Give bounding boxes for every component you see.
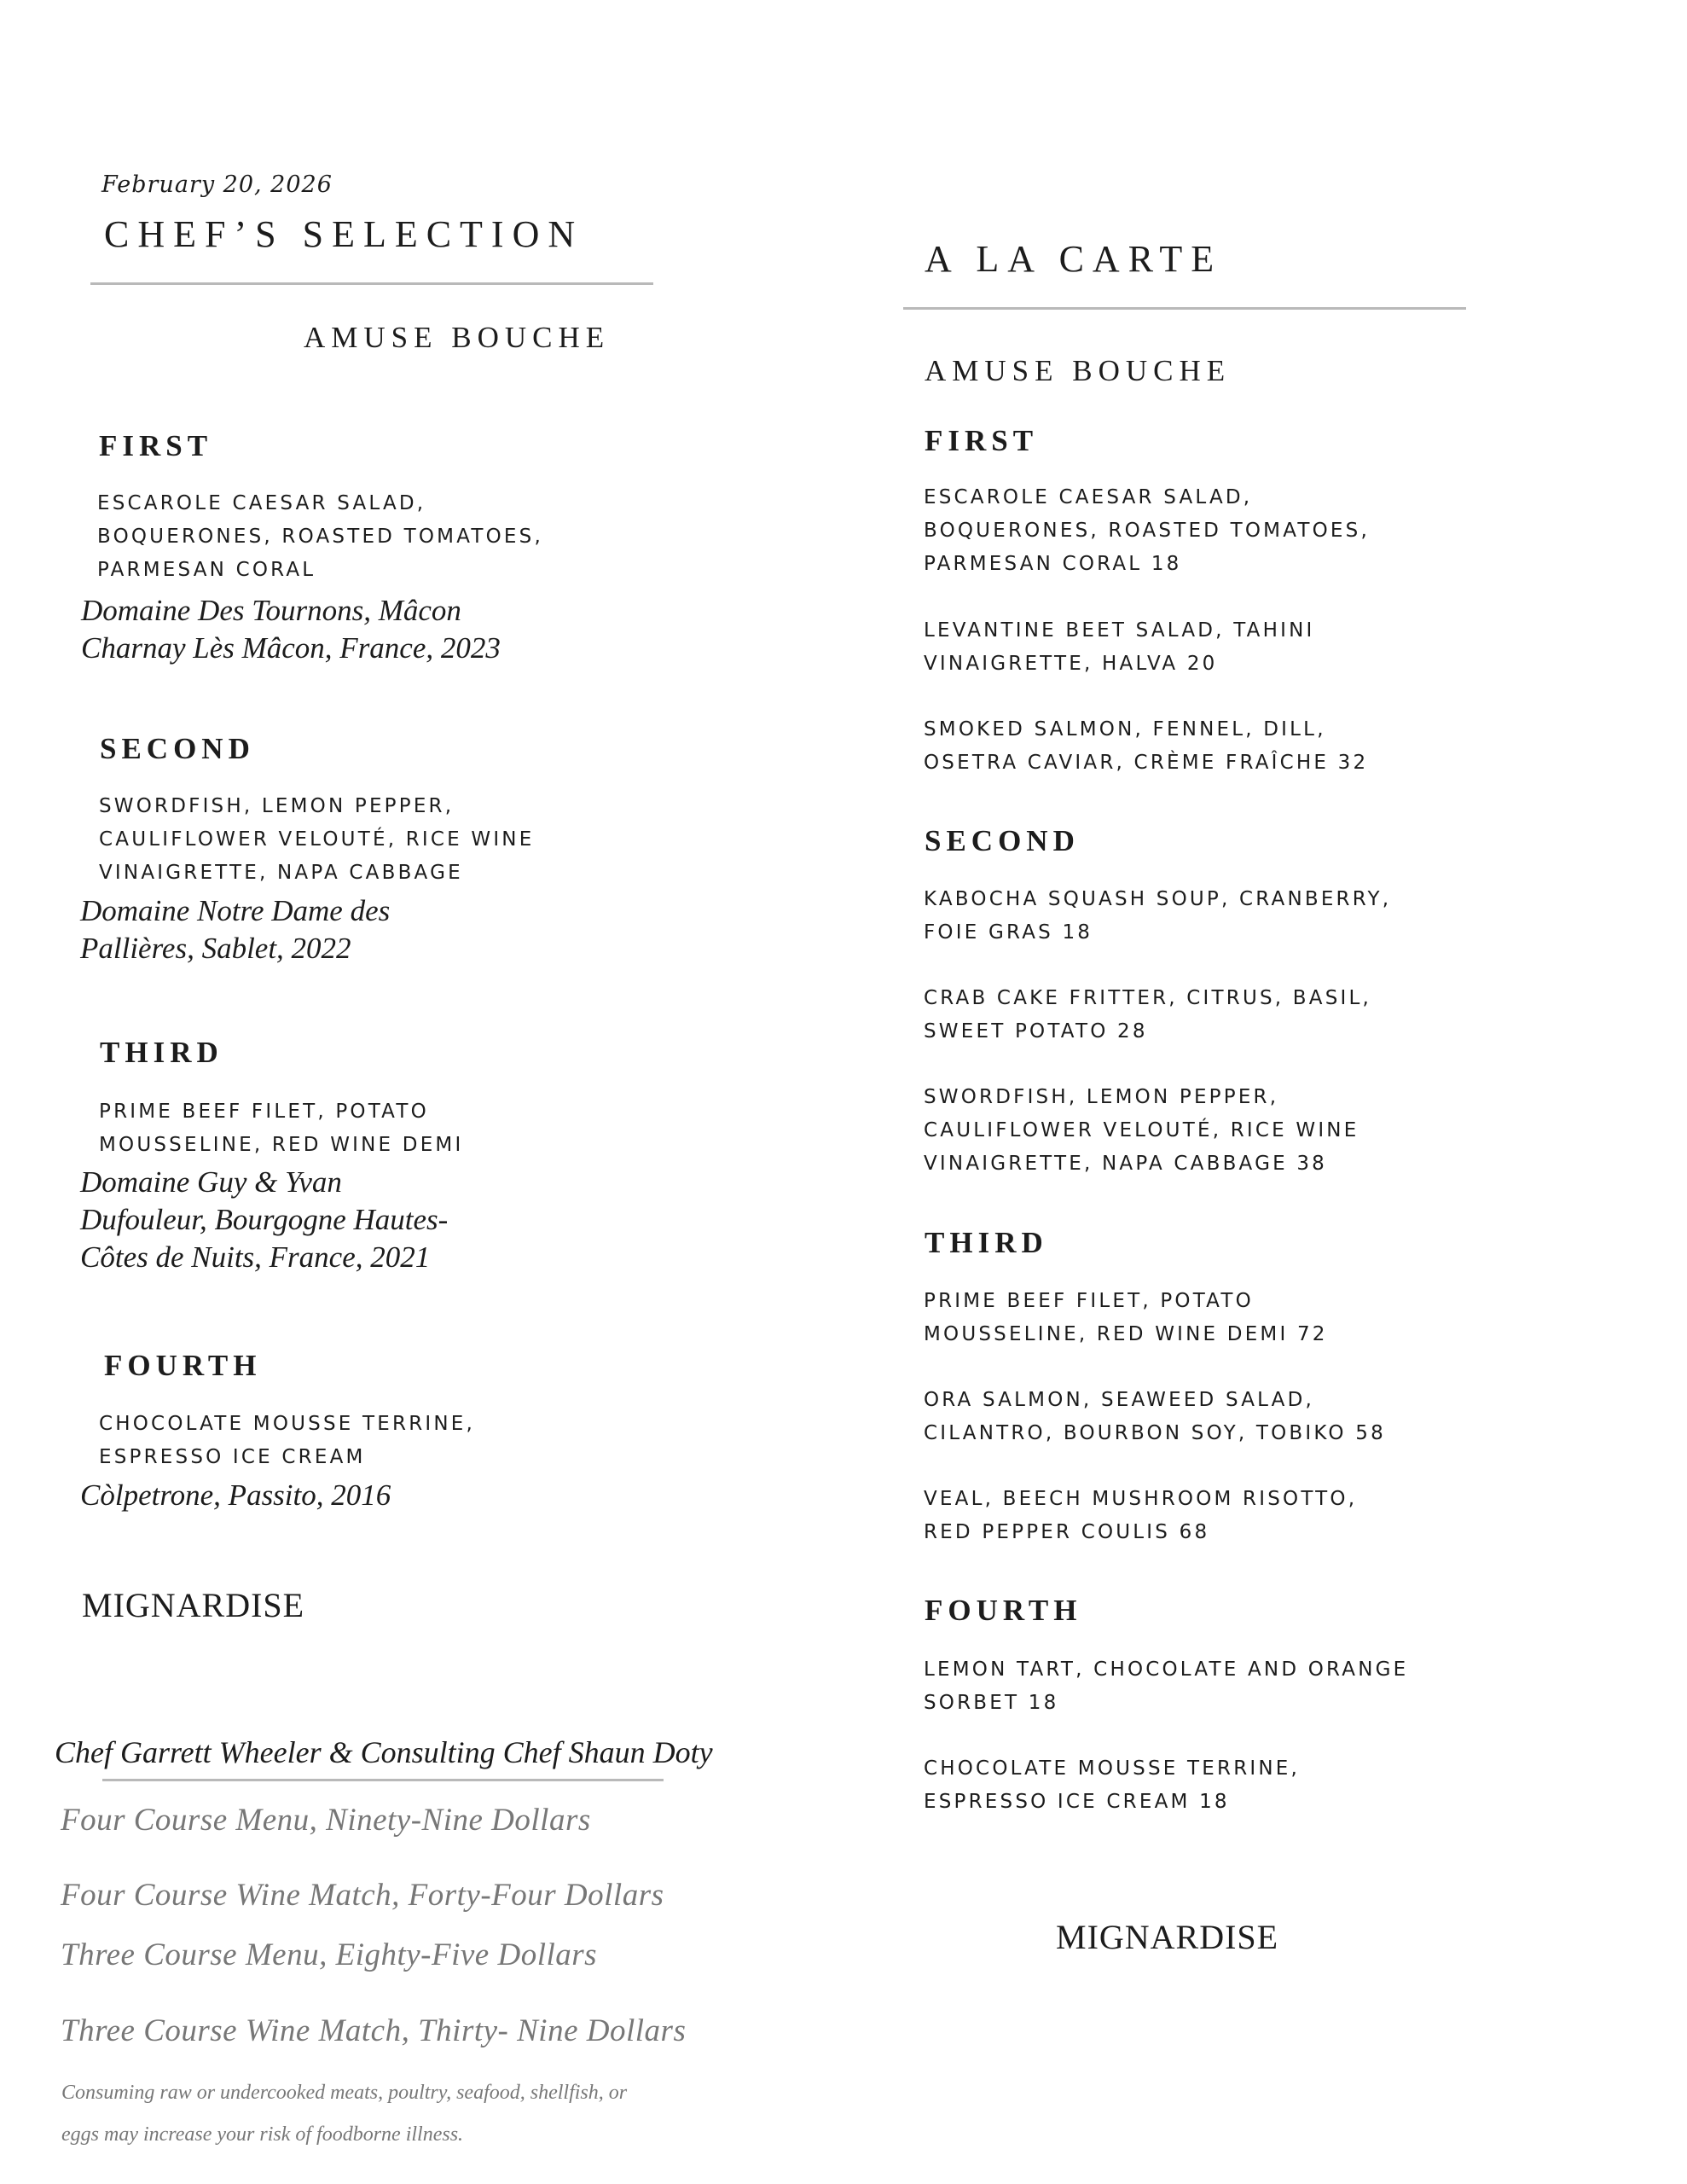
- course-heading-first: FIRST: [925, 424, 1039, 457]
- course-heading-fourth: FOURTH: [925, 1594, 1082, 1627]
- mignardise-heading: MIGNARDISE: [1056, 1918, 1279, 1956]
- dish: PRIME BEEF FILET, POTATO MOUSSELINE, RED WINE DEMI: [99, 1101, 464, 1156]
- menu-item: LEVANTINE BEET SALAD, TAHINI VINAIGRETTE, HALVA 20: [924, 619, 1315, 675]
- menu-item: ORA SALMON, SEAWEED SALAD, CILANTRO, BOURBON SOY, TOBIKO 58: [924, 1389, 1386, 1444]
- chefs-selection-title: CHEF’S SELECTION: [104, 213, 584, 255]
- wine-pairing: Domaine Guy & Yvan Dufouleur, Bourgogne Hautes- Côtes de Nuits, France, 2021: [80, 1165, 449, 1274]
- course-heading-fourth: FOURTH: [104, 1349, 262, 1382]
- course-heading-first: FIRST: [99, 429, 213, 462]
- a-la-carte-title: A LA CARTE: [925, 238, 1223, 280]
- wine-pairing: Domaine Notre Dame des Pallières, Sablet, 2022: [80, 894, 391, 965]
- course-heading-second: SECOND: [100, 732, 255, 765]
- price-three-course-menu: Three Course Menu, Eighty-Five Dollars: [61, 1937, 598, 1972]
- divider: [903, 307, 1466, 310]
- menu-item: CHOCOLATE MOUSSE TERRINE, ESPRESSO ICE CREAM 18: [924, 1757, 1301, 1813]
- divider: [90, 282, 653, 285]
- menu-date: February 20, 2026: [101, 171, 333, 198]
- price-three-course-wine: Three Course Wine Match, Thirty- Nine Dollars: [61, 2013, 687, 2048]
- amuse-bouche-heading: AMUSE BOUCHE: [304, 321, 611, 354]
- wine-pairing: Còlpetrone, Passito, 2016: [80, 1478, 391, 1512]
- price-four-course-wine: Four Course Wine Match, Forty-Four Dollars: [61, 1878, 664, 1913]
- menu-item: LEMON TART, CHOCOLATE AND ORANGE SORBET 18: [924, 1658, 1409, 1714]
- course-heading-third: THIRD: [100, 1036, 223, 1069]
- divider: [102, 1779, 664, 1781]
- menu-item: ESCAROLE CAESAR SALAD, BOQUERONES, ROASTED TOMATOES, PARMESAN CORAL 18: [924, 486, 1370, 575]
- menu-item: CRAB CAKE FRITTER, CITRUS, BASIL, SWEET POTATO 28: [924, 987, 1372, 1043]
- menu-item: PRIME BEEF FILET, POTATO MOUSSELINE, RED WINE DEMI 72: [924, 1290, 1328, 1345]
- chef-credits: Chef Garrett Wheeler & Consulting Chef Shaun Doty: [55, 1735, 713, 1769]
- dish: CHOCOLATE MOUSSE TERRINE, ESPRESSO ICE CREAM: [99, 1413, 476, 1468]
- course-heading-third: THIRD: [925, 1226, 1048, 1259]
- mignardise-heading: MIGNARDISE: [82, 1586, 305, 1624]
- wine-pairing: Domaine Des Tournons, Mâcon Charnay Lès Mâcon, France, 2023: [81, 594, 501, 665]
- price-four-course-menu: Four Course Menu, Ninety-Nine Dollars: [61, 1803, 591, 1838]
- amuse-bouche-heading: AMUSE BOUCHE: [925, 354, 1232, 387]
- dish: SWORDFISH, LEMON PEPPER, CAULIFLOWER VELOUTÉ, RICE WINE VINAIGRETTE, NAPA CABBAGE: [99, 795, 535, 884]
- menu-item: KABOCHA SQUASH SOUP, CRANBERRY, FOIE GRAS 18: [924, 888, 1392, 944]
- menu-item: SMOKED SALMON, FENNEL, DILL, OSETRA CAVIAR, CRÈME FRAÎCHE 32: [924, 718, 1369, 774]
- menu-item: SWORDFISH, LEMON PEPPER, CAULIFLOWER VELOUTÉ, RICE WINE VINAIGRETTE, NAPA CABBAGE 38: [924, 1086, 1359, 1175]
- course-heading-second: SECOND: [925, 824, 1080, 857]
- menu-item: VEAL, BEECH MUSHROOM RISOTTO, RED PEPPER COULIS 68: [924, 1488, 1358, 1543]
- dish: ESCAROLE CAESAR SALAD, BOQUERONES, ROASTED TOMATOES, PARMESAN CORAL: [97, 492, 543, 581]
- food-safety-warning: Consuming raw or undercooked meats, poultry, seafood, shellfish, or eggs may increase your risk of foodborne illness.: [61, 2082, 628, 2146]
